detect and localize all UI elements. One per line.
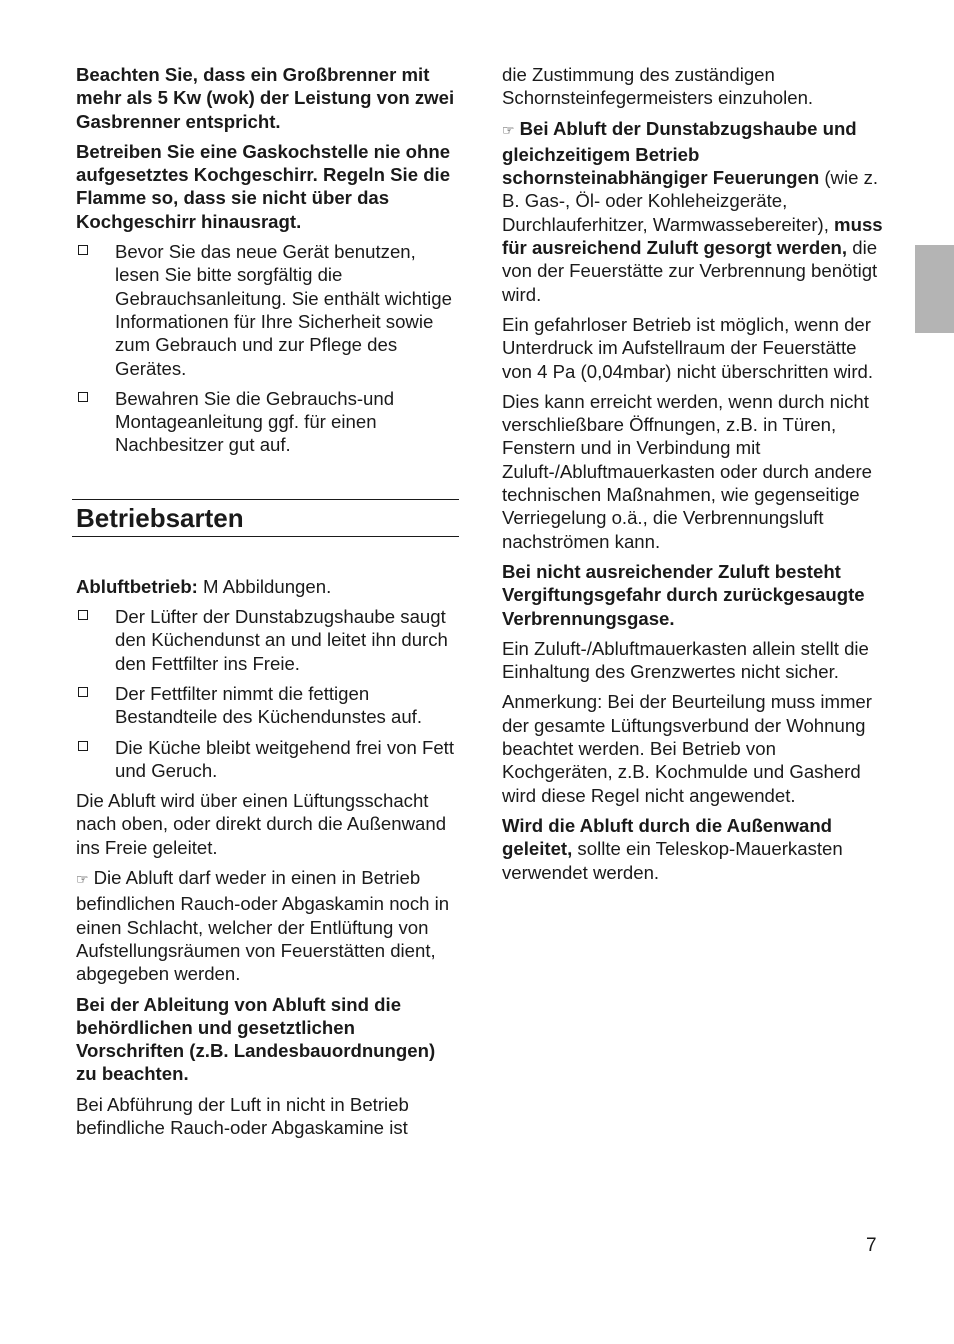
poisoning-warning: Bei nicht ausreichender Zuluft besteht Vergiftungsgefahr durch zurückgesaugte Verbrennungsgase. xyxy=(502,560,865,629)
paragraph: Die Abluft wird über einen Lüftungsschacht nach oben, oder direkt durch die Außenwand ins Freie geleitet. xyxy=(76,790,447,858)
regulation-warning: Bei der Ableitung von Abluft sind die behördlichen und gesetztlichen Vorschriften (z.B. Landesbauordnungen) zu beachten. xyxy=(76,993,436,1085)
list-item: Die Küche bleibt weitgehend frei von Fett und Geruch. xyxy=(76,736,456,783)
section-heading-rule xyxy=(72,499,459,537)
paragraph: Wird die Abluft durch die Außenwand geleitet, sollte ein Teleskop-Mauerkasten verwendet werden. xyxy=(502,814,843,883)
paragraph: Anmerkung: Bei der Beurteilung muss immer der gesamte Lüftungsverbund der Wohnung beachtet werden. Bei Betrieb von Kochgeräten, z.B. Kochmulde und Gasherd wird diese Regel nicht angewendet. xyxy=(502,691,872,806)
abluft-intro: Abluftbetrieb: M Abbildungen. xyxy=(76,575,332,597)
chapter-tab-marker xyxy=(915,245,954,333)
paragraph: Ein Zuluft-/Abluftmauerkasten allein stellt die Einhaltung des Grenzwertes nicht sicher. xyxy=(502,637,869,683)
list-item: Der Fettfilter nimmt die fettigen Bestandteile des Küchendunstes auf. xyxy=(76,682,456,729)
left-column xyxy=(76,63,456,1146)
pointing-hand-icon: ☞ xyxy=(76,872,89,889)
list-item: Der Lüfter der Dunstabzugshaube saugt den Küchendunst an und leitet ihn durch den Fettfilter ins Freie. xyxy=(76,605,456,675)
checkbox-bullet-icon xyxy=(78,741,88,751)
checkbox-bullet-icon xyxy=(78,392,88,402)
pointing-hand-icon: ☞ xyxy=(502,122,515,139)
wok-warning: Beachten Sie, dass ein Großbrenner mit mehr als 5 Kw (wok) der Leistung von zwei Gasbrenner entspricht. xyxy=(76,64,455,132)
checkbox-bullet-icon xyxy=(78,687,88,697)
page-number: 7 xyxy=(866,1235,877,1256)
flame-warning: Betreiben Sie eine Gaskochstelle nie ohne aufgesetztes Kochgeschirr. Regeln Sie die Flamme so, dass sie nicht über das Kochgeschirr hinausragt. xyxy=(76,140,451,232)
section-heading: Betriebsarten xyxy=(76,502,244,533)
paragraph: Bei Abführung der Luft in nicht in Betrieb befindliche Rauch-oder Abgaskamine ist xyxy=(76,1093,409,1138)
list-item: Bewahren Sie die Gebrauchs-und Montageanleitung ggf. für einen Nachbesitzer gut auf. xyxy=(76,387,456,457)
checkbox-bullet-icon xyxy=(78,610,88,620)
note-paragraph: ☞ Bei Abluft der Dunstabzugshaube und gleichzeitigem Betrieb schornsteinabhängiger Feuerungen (wie z. B. Gas-, Öl- oder Kohleheizgeräte, Durchlauferhitzer, Warmwassebereiter), muss für ausreichend Zuluft gesorgt werden, die von der Feuerstätte zur Verbrennung benötigt wird. xyxy=(502,117,883,305)
right-column xyxy=(502,63,884,891)
paragraph: Ein gefahrloser Betrieb ist möglich, wenn der Unterdruck im Aufstellraum der Feuerstätte von 4 Pa (0,04mbar) nicht überschritten wird. xyxy=(502,313,874,382)
note-paragraph: ☞ Die Abluft darf weder in einen in Betrieb befindlichen Rauch-oder Abgaskamin noch in einen Schlacht, welcher der Entlüftung von Aufstellungsräumen von Feuerstätten dient, abgegeben werden. xyxy=(76,867,450,985)
list-item: Bevor Sie das neue Gerät benutzen, lesen Sie bitte sorgfältig die Gebrauchsanleitung. Sie enthält wichtige Informationen für Ihre Sicherheit sowie zum Gebrauch und zur Pflege des Gerätes. xyxy=(76,240,456,380)
paragraph: die Zustimmung des zuständigen Schornsteinfegermeisters einzuholen. xyxy=(502,64,814,109)
checkbox-bullet-icon xyxy=(78,245,88,255)
paragraph: Dies kann erreicht werden, wenn durch nicht verschließbare Öffnungen, z.B. in Türen, Fenstern und in Verbindung mit Zuluft-/Abluftmauerkasten oder durch andere technischen Maßnahmen, wie gegenseitige Verriegelung o.ä., die Verbrennungsluft nachströmen kann. xyxy=(502,390,873,552)
